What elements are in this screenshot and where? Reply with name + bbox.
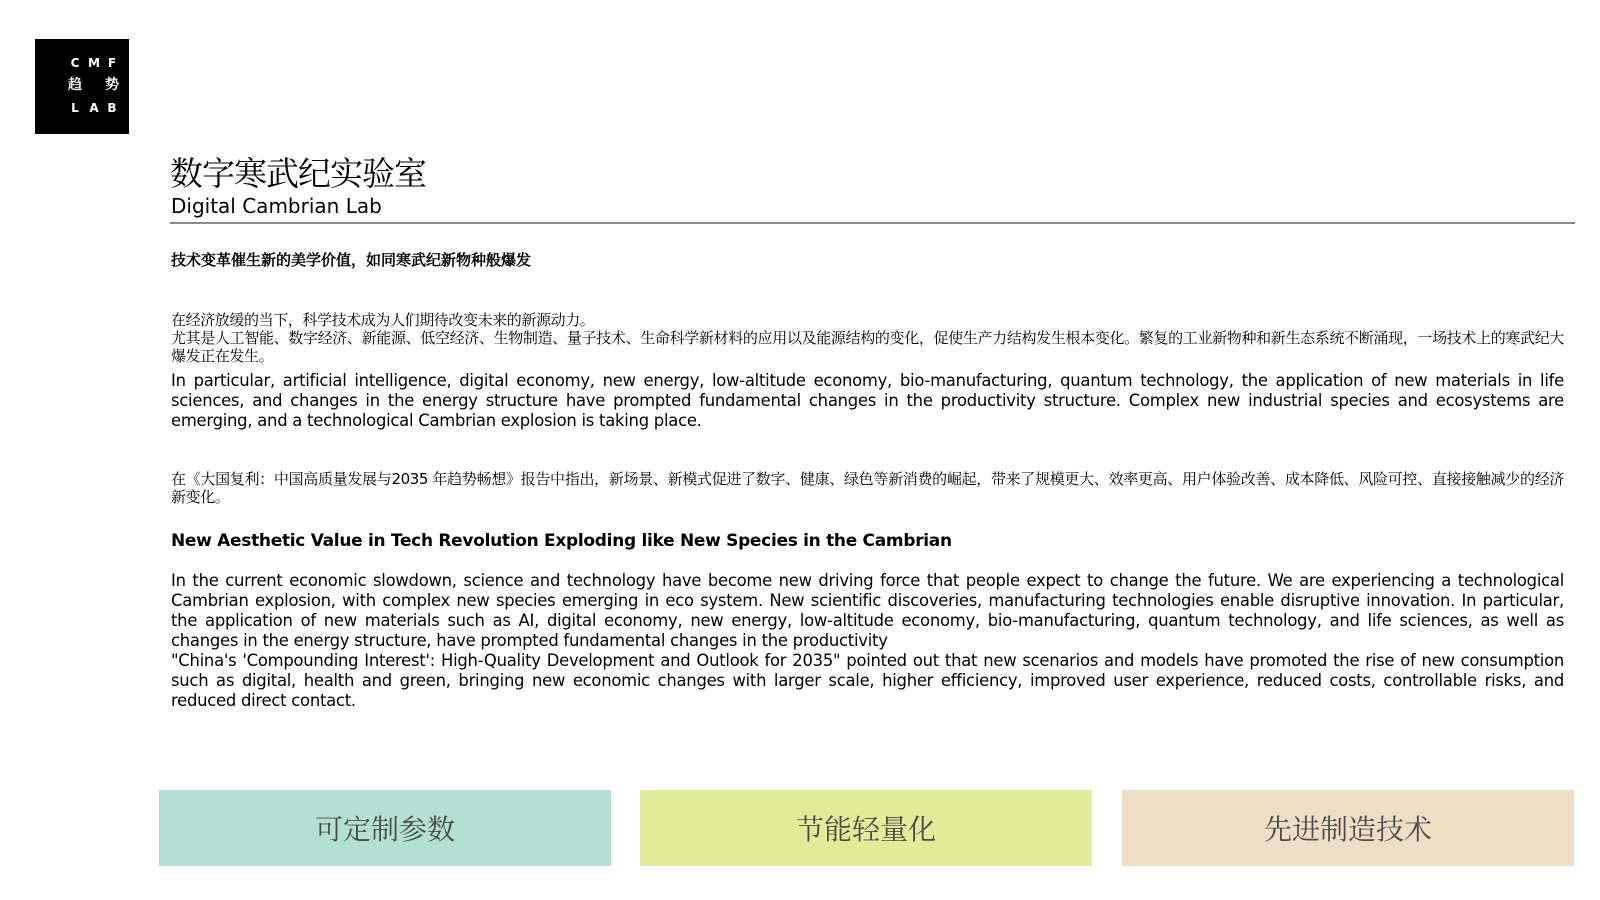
zh-paragraph-2 — [171, 470, 1564, 506]
logo-row-3 — [35, 99, 129, 117]
logo-letter-m: M — [88, 56, 100, 70]
en-paragraph-2 — [171, 571, 1564, 711]
logo-letter-a: A — [89, 101, 99, 115]
page-title-en: Digital Cambrian Lab — [171, 194, 382, 218]
subheading-en: New Aesthetic Value in Tech Revolution Exploding like New Species in the Cambrian — [171, 531, 952, 551]
logo-letter-l: L — [71, 101, 79, 115]
subheading-zh: 技术变革催生新的美学价值，如同寒武纪新物种般爆发 — [171, 251, 532, 269]
title-divider — [170, 222, 1575, 224]
logo-letter-c: C — [70, 56, 80, 70]
logo-char-shi: 势 — [105, 77, 119, 93]
en-paragraph-3-text: "China's 'Compounding Interest': High-Quality Development and Outlook for 2035" pointed out that new scenarios and models have promoted the rise of new consumption such as digital, health and green, bringing new economic changes with larger scale, higher efficiency, improved user experience, reduced costs, controllable risks, and reduced direct contact. — [171, 651, 1564, 710]
zh-paragraph-2-text: 在《大国复利：中国高质量发展与2035 年趋势畅想》报告中指出，新场景、新模式促进了数字、健康、绿色等新消费的崛起，带来了规模更大、效率更高、用户体验改善、成本降低、风险可控、直接接触减少的经济新变化。 — [171, 470, 1564, 506]
en-paragraph-1-text: In particular, artificial intelligence, digital economy, new energy, low-altitude economy, bio-manufacturing, quantum technology, the application of new materials in life sciences, and changes in the energy structure have prompted fundamental changes in the productivity structure. Complex new industrial species and ecosystems are emerging, and a technological Cambrian explosion is taking place. — [171, 371, 1564, 430]
logo-letter-b: B — [107, 101, 117, 115]
en-paragraph-1 — [171, 371, 1564, 431]
zh-paragraph-1-line-2: 尤其是人工智能、数字经济、新能源、低空经济、生物制造、量子技术、生命科学新材料的应用以及能源结构的变化，促使生产力结构发生根本变化。繁复的工业新物种和新生态系统不断涌现，一场技术上的寒武纪大爆发正在发生。 — [171, 329, 1564, 365]
tag-energy-saving-lightweight[interactable]: 节能轻量化 — [640, 790, 1092, 866]
zh-paragraph-1-line-1: 在经济放缓的当下，科学技术成为人们期待改变未来的新源动力。 — [171, 311, 595, 329]
logo-row-2 — [35, 76, 129, 94]
zh-paragraph-1 — [171, 311, 1564, 365]
tag-advanced-manufacturing[interactable]: 先进制造技术 — [1122, 790, 1574, 866]
tag-customizable-parameters[interactable]: 可定制参数 — [159, 790, 611, 866]
cmf-lab-logo — [35, 39, 129, 134]
logo-letter-f: F — [107, 56, 117, 70]
logo-row-1 — [35, 54, 129, 72]
en-paragraph-2-text: In the current economic slowdown, science and technology have become new driving force that people expect to change the future. We are experiencing a technological Cambrian explosion, with complex new species emerging in eco system. New scientific discoveries, manufacturing technologies enable disruptive innovation. In particular, the application of new materials such as AI, digital economy, new energy, low-altitude economy, bio-manufacturing, quantum technology, and life sciences, as well as changes in the energy structure, have prompted fundamental changes in the productivity — [171, 571, 1564, 650]
logo-char-qu: 趋 — [68, 77, 82, 93]
page-title-zh: 数字寒武纪实验室 — [170, 154, 426, 193]
